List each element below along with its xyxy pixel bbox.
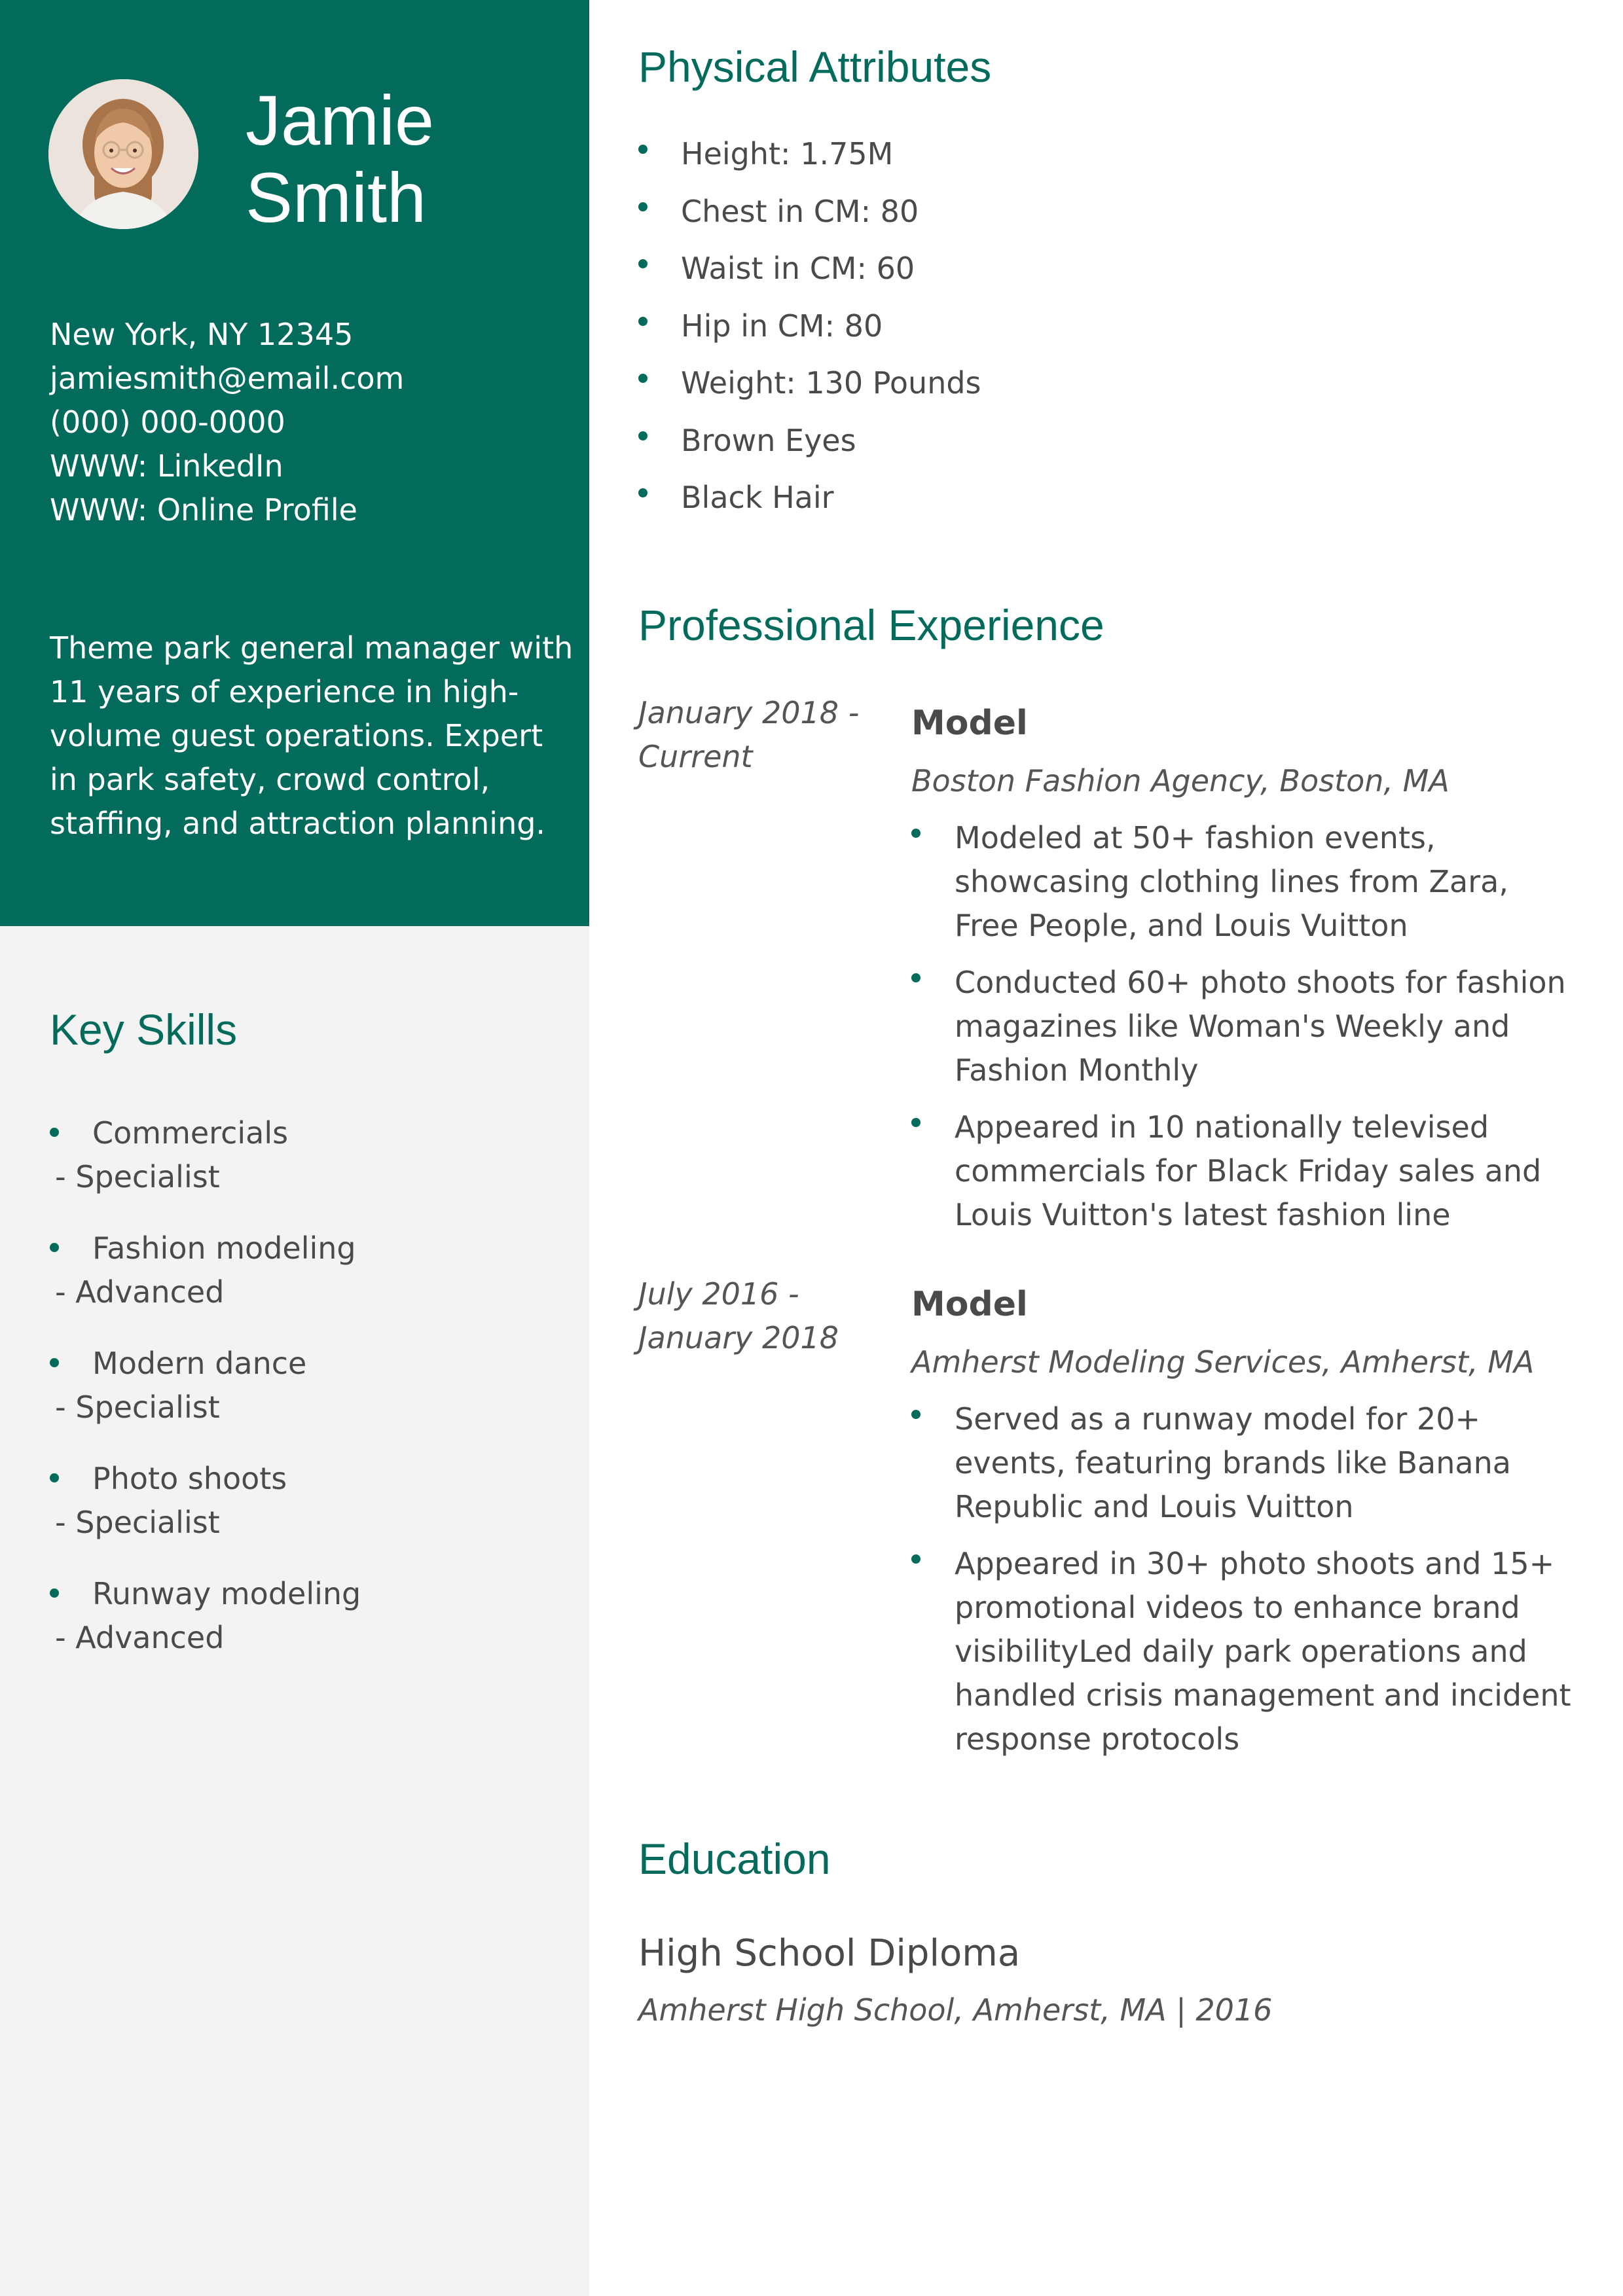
skill-name: Commercials	[92, 1115, 289, 1151]
job-date-start: July 2016 -	[638, 1276, 799, 1312]
bullet-icon	[638, 488, 647, 497]
bullet-icon	[911, 973, 921, 982]
contact-info	[50, 313, 404, 532]
skill-name: Fashion modeling	[92, 1230, 356, 1266]
list-item	[911, 1397, 1579, 1529]
first-name: Jamie	[246, 81, 435, 160]
skills-list	[50, 1111, 560, 1687]
bullet-icon	[50, 1588, 59, 1598]
list-item	[638, 361, 1555, 419]
bullet-icon	[911, 1118, 921, 1127]
job-date	[638, 1272, 874, 1360]
skill-name: Modern dance	[92, 1346, 307, 1381]
skill-name: Photo shoots	[92, 1461, 287, 1496]
bullet-icon	[50, 1358, 59, 1367]
attribute-text: Waist in CM: 60	[681, 251, 915, 286]
bullet-text: Conducted 60+ photo shoots for fashion magazines like Woman's Weekly and Fashion Monthly	[955, 965, 1566, 1088]
education-degree: High School Diploma	[638, 1932, 1021, 1975]
bullet-icon	[638, 145, 647, 154]
list-item	[911, 1542, 1579, 1761]
list-item	[638, 476, 1555, 533]
key-skills-heading: Key Skills	[50, 1005, 238, 1054]
skill-item	[50, 1457, 560, 1572]
last-name: Smith	[246, 158, 427, 237]
bullet-icon	[911, 829, 921, 838]
skill-item	[50, 1342, 560, 1457]
professional-experience-heading: Professional Experience	[638, 601, 1104, 649]
bullet-icon	[911, 1410, 921, 1419]
bullet-icon	[638, 259, 647, 268]
skill-name: Runway modeling	[92, 1576, 361, 1611]
person-portrait-icon	[48, 79, 198, 229]
summary-text: Theme park general manager with 11 years of experience in high-volume guest operations. Expert in park safety, crowd control, staffing, and attraction planning.	[50, 630, 574, 841]
bullet-icon	[638, 202, 647, 211]
physical-attributes-list	[638, 132, 1555, 533]
physical-attributes-heading: Physical Attributes	[638, 43, 992, 91]
email-link[interactable]: jamiesmith@email.com	[50, 361, 405, 396]
job-date-end: January 2018	[638, 1320, 839, 1355]
attribute-text: Black Hair	[681, 480, 834, 515]
bullet-text: Served as a runway model for 20+ events, featuring brands like Banana Republic and Louis Vuitton	[955, 1401, 1511, 1524]
skill-level: - Specialist	[55, 1159, 220, 1194]
attribute-text: Hip in CM: 80	[681, 308, 883, 344]
job-date-end: Current	[638, 739, 753, 774]
list-item	[638, 304, 1555, 362]
online-profile-link[interactable]: WWW: Online Profile	[50, 492, 357, 528]
bullet-text: Appeared in 30+ photo shoots and 15+ promotional videos to enhance brand visibilityLed daily park operations and handled crisis management and incident response protocols	[955, 1546, 1571, 1757]
list-item	[638, 247, 1555, 304]
job-company: Amherst Modeling Services, Amherst, MA	[911, 1344, 1535, 1380]
attribute-text: Chest in CM: 80	[681, 193, 919, 229]
attribute-text: Weight: 130 Pounds	[681, 365, 981, 401]
list-item	[911, 961, 1579, 1092]
education-school: Amherst High School, Amherst, MA | 2016	[638, 1992, 1273, 2028]
bullet-icon	[50, 1243, 59, 1252]
bullet-icon	[50, 1128, 59, 1137]
bullet-icon	[50, 1473, 59, 1482]
job-title: Model	[911, 1285, 1028, 1324]
bullet-text: Modeled at 50+ fashion events, showcasing clothing lines from Zara, Free People, and Louis Vuitton	[955, 820, 1508, 943]
job-date	[638, 691, 874, 779]
list-item	[911, 1105, 1579, 1237]
skill-item	[50, 1572, 560, 1687]
candidate-name	[246, 82, 560, 236]
list-item	[638, 190, 1555, 247]
skill-item	[50, 1227, 560, 1342]
attribute-text: Height: 1.75M	[681, 136, 894, 171]
job-company: Boston Fashion Agency, Boston, MA	[911, 763, 1450, 798]
bullet-icon	[638, 374, 647, 383]
job-title: Model	[911, 704, 1028, 743]
linkedin-link[interactable]: WWW: LinkedIn	[50, 448, 283, 484]
job-bullets	[911, 816, 1579, 1250]
bullet-text: Appeared in 10 nationally televised commercials for Black Friday sales and Louis Vuitton's latest fashion line	[955, 1109, 1542, 1232]
bullet-icon	[638, 317, 647, 326]
bullet-icon	[911, 1554, 921, 1564]
bullet-icon	[638, 431, 647, 440]
list-item	[638, 132, 1555, 190]
skill-level: - Advanced	[55, 1620, 225, 1655]
list-item	[911, 816, 1579, 948]
skill-level: - Advanced	[55, 1274, 225, 1310]
job-bullets	[911, 1397, 1579, 1774]
address: New York, NY 12345	[50, 317, 354, 352]
skill-level: - Specialist	[55, 1505, 220, 1540]
job-date-start: January 2018 -	[638, 695, 860, 730]
skill-item	[50, 1111, 560, 1227]
skill-level: - Specialist	[55, 1390, 220, 1425]
attribute-text: Brown Eyes	[681, 422, 856, 458]
education-heading: Education	[638, 1835, 831, 1883]
phone: (000) 000-0000	[50, 404, 285, 440]
list-item	[638, 419, 1555, 476]
